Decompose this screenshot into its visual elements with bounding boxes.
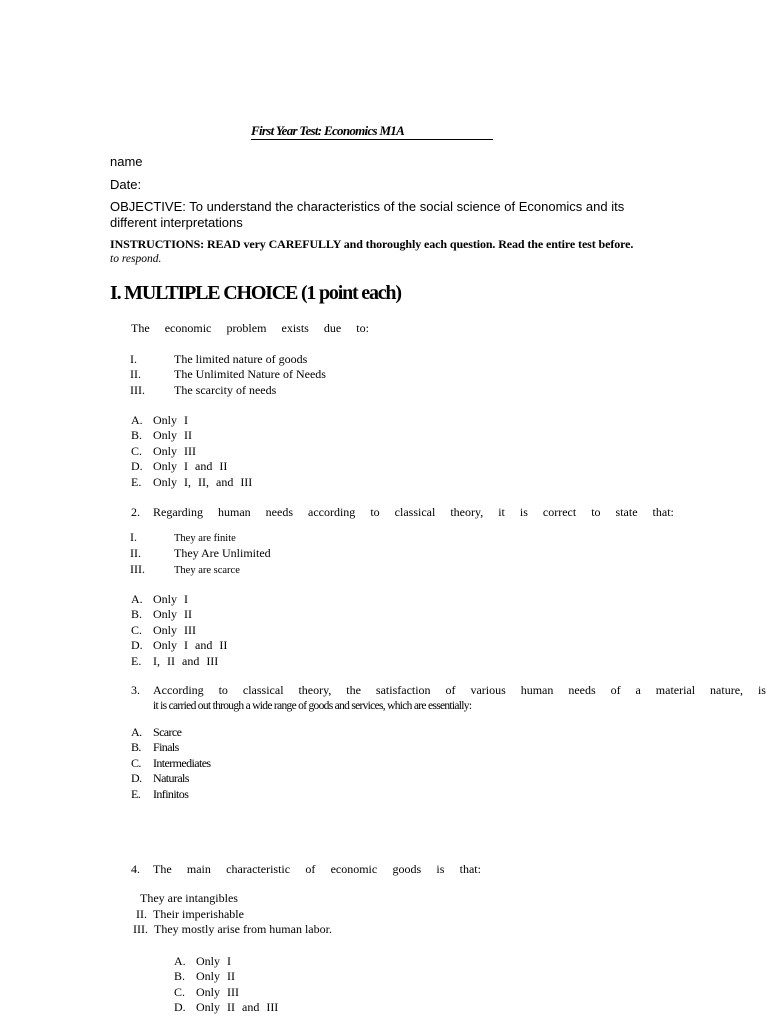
stem-word: The xyxy=(131,321,150,335)
statement-item xyxy=(136,907,244,922)
stem-word: the xyxy=(346,683,361,697)
stem-word: According xyxy=(153,683,204,697)
option-text: Only I xyxy=(153,413,188,427)
statement-text: The Unlimited Nature of Needs xyxy=(174,367,326,382)
stem-word: to: xyxy=(356,321,369,335)
question-4-statement-1 xyxy=(140,891,238,906)
roman-numeral: III. xyxy=(133,922,148,936)
question-1-stem xyxy=(131,321,369,336)
statement-item xyxy=(130,383,326,398)
objective-text: OBJECTIVE: To understand the characteristics of the social science of Economics and its different interpretations xyxy=(110,199,625,230)
option-letter: A. xyxy=(131,413,143,427)
option-text: Only II and III xyxy=(196,1000,279,1015)
date-field-label: Date: xyxy=(110,177,142,192)
stem-word: exists xyxy=(281,321,309,335)
statement-item xyxy=(130,530,271,546)
statement-text: They are finite xyxy=(174,533,236,544)
option-letter: A. xyxy=(131,592,143,606)
stem-word: classical xyxy=(242,683,284,697)
answer-option[interactable] xyxy=(131,740,211,755)
statement-item xyxy=(130,546,271,561)
question-4-stem xyxy=(153,862,481,877)
option-letter: C. xyxy=(174,984,186,999)
option-text: I, II and III xyxy=(153,653,219,668)
statement-text: They are intangibles xyxy=(140,891,238,905)
option-letter: D. xyxy=(131,638,143,653)
stem-word: needs xyxy=(265,505,293,519)
stem-word: of xyxy=(610,683,621,697)
option-letter: B. xyxy=(131,607,143,622)
option-letter: C. xyxy=(131,443,143,458)
option-text: Only III xyxy=(153,622,196,637)
statement-item xyxy=(130,367,326,382)
question-3-stem xyxy=(153,683,766,698)
answer-option[interactable] xyxy=(131,623,227,638)
stem-word: human xyxy=(520,683,554,697)
stem-word: state xyxy=(615,505,638,519)
option-text: Only I xyxy=(196,954,231,968)
answer-option[interactable] xyxy=(174,985,278,1000)
stem-word: human xyxy=(218,505,251,519)
option-letter: E. xyxy=(131,786,141,801)
option-text: Naturals xyxy=(153,771,189,786)
question-4-statement-3 xyxy=(133,922,332,937)
stem-word: of xyxy=(445,683,456,697)
option-text: Only I, II, and III xyxy=(153,474,253,489)
option-letter: A. xyxy=(131,725,142,739)
option-text: Intermediates xyxy=(153,755,211,770)
option-text: Only III xyxy=(196,984,239,999)
statement-item xyxy=(140,891,238,906)
answer-option[interactable] xyxy=(174,1000,278,1015)
statement-text: They Are Unlimited xyxy=(174,546,271,561)
option-text: Only I and II xyxy=(153,459,228,474)
answer-option[interactable] xyxy=(131,787,211,802)
roman-numeral: III. xyxy=(130,561,145,576)
roman-numeral: III. xyxy=(130,382,145,397)
stem-word: main xyxy=(186,862,211,876)
instructions-continuation: to respond. xyxy=(110,253,162,265)
option-text: Only III xyxy=(153,443,196,458)
stem-word: that: xyxy=(652,505,674,519)
answer-option[interactable] xyxy=(174,954,278,969)
stem-word: of xyxy=(305,862,316,876)
name-field-label: name xyxy=(110,154,143,169)
stem-word: it xyxy=(498,505,505,519)
answer-option[interactable] xyxy=(131,725,211,740)
stem-word: nature, xyxy=(710,683,744,697)
answer-option[interactable] xyxy=(131,654,227,669)
answer-option[interactable] xyxy=(131,475,252,490)
option-letter: C. xyxy=(131,622,143,637)
roman-numeral: II. xyxy=(130,367,141,382)
stem-word: a xyxy=(635,683,641,697)
stem-word: The xyxy=(153,862,172,876)
answer-option[interactable] xyxy=(131,756,211,771)
answer-option[interactable] xyxy=(131,771,211,786)
option-text: Only II xyxy=(153,607,192,622)
roman-numeral: II. xyxy=(130,546,141,561)
stem-word: needs xyxy=(568,683,596,697)
stem-word: according xyxy=(308,505,356,519)
stem-word: characteristic xyxy=(226,862,291,876)
option-letter: D. xyxy=(174,1000,186,1015)
statement-item xyxy=(133,922,332,937)
option-letter: D. xyxy=(131,459,143,474)
stem-word: goods xyxy=(392,862,422,876)
statement-text: The limited nature of goods xyxy=(174,352,308,366)
question-3-options xyxy=(131,725,211,802)
answer-option[interactable] xyxy=(131,607,227,622)
option-letter: B. xyxy=(131,428,143,443)
option-letter: D. xyxy=(131,771,142,786)
stem-word: satisfaction xyxy=(375,683,431,697)
question-3-stem-continuation: it is carried out through a wide range of goods and services, which are essentially: xyxy=(153,700,472,712)
roman-numeral: I. xyxy=(130,352,137,366)
option-letter: B. xyxy=(131,740,141,755)
question-1-options xyxy=(131,413,252,490)
question-2-options xyxy=(131,592,227,669)
stem-word: correct xyxy=(542,505,577,519)
stem-word: that: xyxy=(459,862,481,876)
option-text: Infinitos xyxy=(153,786,189,801)
stem-word: is xyxy=(436,862,445,876)
answer-option[interactable] xyxy=(131,592,227,607)
statement-item xyxy=(130,562,271,578)
question-1-statements xyxy=(130,352,326,398)
option-text: Only II xyxy=(153,428,192,443)
stem-word: is xyxy=(519,505,528,519)
statement-text: They are scarce xyxy=(174,564,240,576)
option-letter: B. xyxy=(174,969,186,984)
option-letter: C. xyxy=(131,755,141,770)
question-2-stem xyxy=(153,505,674,520)
stem-word: due xyxy=(323,321,342,335)
option-text: Only II xyxy=(196,969,235,984)
stem-word: to xyxy=(370,505,380,519)
stem-word: problem xyxy=(226,321,267,335)
question-2-number: 2. xyxy=(131,505,140,519)
statement-text: The scarcity of needs xyxy=(174,382,277,397)
option-letter: A. xyxy=(174,954,186,968)
answer-option[interactable] xyxy=(131,444,252,459)
stem-word: to xyxy=(218,683,228,697)
stem-word: Regarding xyxy=(153,505,203,519)
section-title: I. MULTIPLE CHOICE (1 point each) xyxy=(110,282,401,304)
statement-text: Their imperishable xyxy=(153,907,244,921)
instructions-text: INSTRUCTIONS: READ very CAREFULLY and thoroughly each question. Read the entire test before. xyxy=(110,237,634,251)
option-text: Finals xyxy=(153,740,179,755)
stem-word: theory, xyxy=(298,683,332,697)
stem-word: theory, xyxy=(450,505,484,519)
option-text: Only I and II xyxy=(153,638,228,653)
question-2-statements xyxy=(130,530,271,578)
answer-option[interactable] xyxy=(131,428,252,443)
option-letter: E. xyxy=(131,653,142,668)
stem-word: economic xyxy=(330,862,378,876)
stem-word: is xyxy=(757,683,766,697)
option-letter: E. xyxy=(131,474,142,489)
answer-option[interactable] xyxy=(131,413,252,428)
stem-word: to xyxy=(591,505,601,519)
answer-option[interactable] xyxy=(131,459,252,474)
question-4-statement-2 xyxy=(136,907,244,922)
roman-numeral: I. xyxy=(130,530,137,544)
stem-word: various xyxy=(470,683,506,697)
answer-option[interactable] xyxy=(174,969,278,984)
question-4-number: 4. xyxy=(131,862,140,876)
statement-text: They mostly arise from human labor. xyxy=(154,922,332,936)
question-4-options xyxy=(174,954,278,1016)
stem-word: economic xyxy=(164,321,212,335)
statement-item xyxy=(130,352,326,367)
answer-option[interactable] xyxy=(131,638,227,653)
question-3-number: 3. xyxy=(131,683,140,697)
document-title: First Year Test: Economics M1A xyxy=(251,124,493,140)
stem-word: material xyxy=(655,683,696,697)
option-text: Only I xyxy=(153,592,188,606)
stem-word: classical xyxy=(394,505,436,519)
roman-numeral: II. xyxy=(136,907,147,921)
option-text: Scarce xyxy=(153,725,182,739)
